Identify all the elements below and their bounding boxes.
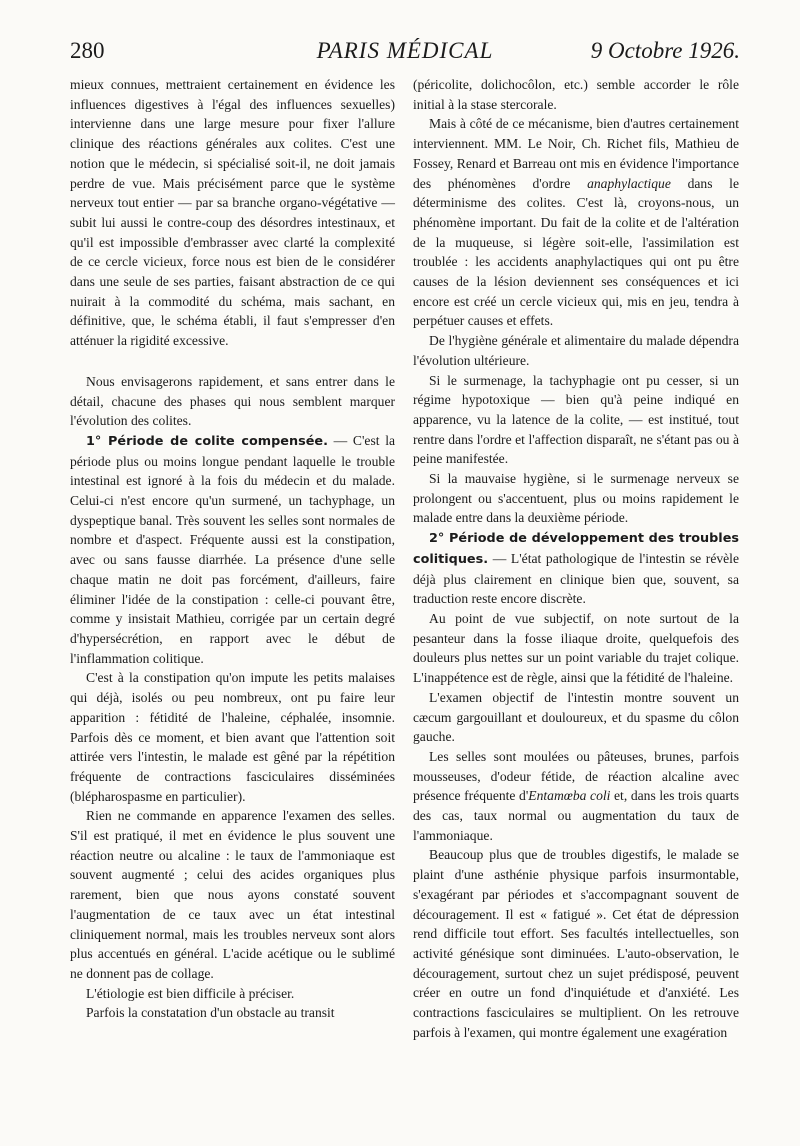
- paragraph-subjective: Au point de vue subjectif, on note surtout de la pesanteur dans la fosse iliaque droite, quelquefois des douleurs plus nettes sur un point variable du trajet colique. L'inappétence est de règle, ainsi que la fétidité de l'haleine.: [413, 610, 739, 686]
- mechanism-text-a: Mais à côté de ce mécanisme, bien d'autres certainement interviennent. MM. Le Noir, Ch. Richet fils, Mathieu de Fossey, Renard et Barreau ont mis en évidence l'importance des phénomènes d'ordre: [413, 116, 739, 191]
- section-1-paragraph: [70, 431, 395, 668]
- stools-text-b: et, dans les trois quarts des cas, taux normal ou augmentation du taux de l'ammoniaque.: [413, 788, 740, 843]
- paragraph-stools: [413, 747, 739, 846]
- left-column: [70, 75, 395, 1023]
- paragraph-objective: L'examen objectif de l'intestin montre souvent un cæcum gargouillant et douloureux, et du spasme du côlon gauche.: [413, 689, 739, 745]
- anaphylactic-term: anaphylactique: [587, 175, 671, 191]
- section-2-title: 2° Période de développement des troubles colitiques.: [413, 531, 739, 567]
- paragraph-stasis: (péricolite, dolichocôlon, etc.) semble accorder le rôle initial à la stase stercorale.: [413, 77, 739, 112]
- section-2-paragraph: [413, 528, 739, 609]
- paragraph-gap: [70, 351, 395, 372]
- section-2-text: — L'état pathologique de l'intestin se révèle déjà plus clairement en clinique bien que, souvent, sa traduction reste encore discrète.: [413, 550, 739, 607]
- section-1-text: — C'est la période plus ou moins longue pendant laquelle le trouble intestinal est ignoré à la fois du médecin et du malade. Celui-ci n'est encore qu'un surmené, un tachyphage, un dyspeptique banal. Très souvent les selles sont normales de nombre et d'aspect. Fréquente aussi est la constipation, avec ou sans fausse diarrhée. La présence d'une selle chaque matin ne doit pas forcément, d'ailleurs, faire éliminer l'idée de la constipation : celle-ci pouvant être, comme y insistait Mathieu, corrigée par un certain degré d'hypersécrétion, en rapport avec le début de l'inflammation colitique.: [70, 432, 396, 666]
- paragraph-asthenia: Beaucoup plus que de troubles digestifs, le malade se plaint d'une asthénie physique parfois insurmontable, s'exagérant par périodes et s'accompagnant souvent de découragement. Il est « fatigué ». Cet état de dépression rend difficile tout effort. Ses facultés intellectuelles, son activité génésique sont diminuées. L'auto-observation, le découragement, surtout chez un sujet prédisposé, peuvent créer en outre un fond d'inquiétude et d'anxiété. Les contractions fasciculaires se multiplient. On les retrouve parfois à l'examen, qui montre également une exagération: [413, 847, 739, 1040]
- paragraph-second-period: Si la mauvaise hygiène, si le surmenage nerveux se prolongent ou s'accentuent, plus ou moins rapidement le malade entre dans la deuxième période.: [413, 471, 739, 526]
- paragraph-etiology: L'étiologie est bien difficile à préciser.: [86, 985, 295, 1001]
- paragraph-hygiene: De l'hygiène générale et alimentaire du malade dépendra l'évolution ultérieure.: [413, 333, 739, 368]
- section-1-title: 1° Période de colite compensée.: [86, 433, 328, 449]
- paragraph-regime: Si le surmenage, la tachyphagie ont pu cesser, si un régime hypotoxique — bien qu'à peine indiqué en apparence, vu la latence de la colite, — est institué, tout rentre dans l'ordre et l'affection disparaît, ne s'étant pas ou à peine manifestée.: [413, 372, 739, 467]
- page-header: [70, 38, 740, 72]
- paragraph-continued: mieux connues, mettraient certainement en évidence les influences digestives à l'égal des influences sexuelles) intervienne dans une large mesure pour fixer l'allure clinique des réactions générales aux colites. C'est une notion que le médecin, si spécialisé soit-il, ne doit jamais perdre de vue. Mais précisément parce que le système nerveux tout entier — par sa branche organo-végétative — subit lui aussi le contre-coup des désordres intestinaux, et qu'il est impossible d'embrasser avec clarté la complexité de ce cercle vicieux, force nous est bien de le considérer dans une seule de ses parties, faisant abstraction de ce qui nuirait à la commodité du schéma, mais sachant, en définitive, que, le schéma établi, il faut s'empresser d'en atténuer la rigidité excessive.: [70, 77, 395, 349]
- issue-date: 9 Octobre 1926.: [590, 38, 740, 63]
- mechanism-text-b: dans le déterminisme des colites. C'est là, croyons-nous, un phénomène important. Du fait de la colite et de l'altération de la muqueuse, si légère soit-elle, l'assimilation est troublée : les accidents anaphylactiques qui ont pu être causes de la lésion deviennent ses conséquences et ici encore est créé un cercle vicieux qui, mis en jeu, tendra à perpétuer causes et effets.: [413, 175, 739, 329]
- paragraph-mechanism: [413, 114, 739, 331]
- entamoeba-term: Entamœba coli: [528, 788, 611, 804]
- stools-text-a: Les selles sont moulées ou pâteuses, brunes, parfois mousseuses, d'odeur fétide, de réaction alcaline avec présence fréquente d': [413, 748, 739, 804]
- paragraph-overview: Nous envisagerons rapidement, et sans entrer dans le détail, chacune des phases qui nous semblent marquer l'évolution des colites.: [70, 373, 395, 429]
- paragraph-stool-exam: Rien ne commande en apparence l'examen des selles. S'il est pratiqué, il met en évidence le plus souvent une réaction neutre ou alcaline : le taux de l'ammoniaque est souvent augmenté ; celui des acides organiques plus rarement, bien que nous ayons constaté souvent l'augmentation de ce taux avec un état intestinal cliniquement normal, mais les troubles nerveux sont alors plus accentués en général. L'acide acétique ou le sublimé ne donnent pas de collage.: [70, 808, 395, 981]
- paragraph-constipation: C'est à la constipation qu'on impute les petits malaises qui déjà, isolés ou peu nombreux, ont pu faire leur apparition : fétidité de l'haleine, céphalée, insomnie. Parfois dès ce moment, et bien avant que l'attention soit attirée vers l'intestin, le malade est gêné par la répétition fréquente de contractions fasciculaires disséminées (blépharospasme en particulier).: [70, 670, 395, 804]
- right-column: [413, 75, 739, 1042]
- page-number: 280: [70, 38, 105, 63]
- paragraph-transit: Parfois la constatation d'un obstacle au transit: [86, 1005, 335, 1021]
- journal-title: PARIS MÉDICAL: [316, 38, 494, 63]
